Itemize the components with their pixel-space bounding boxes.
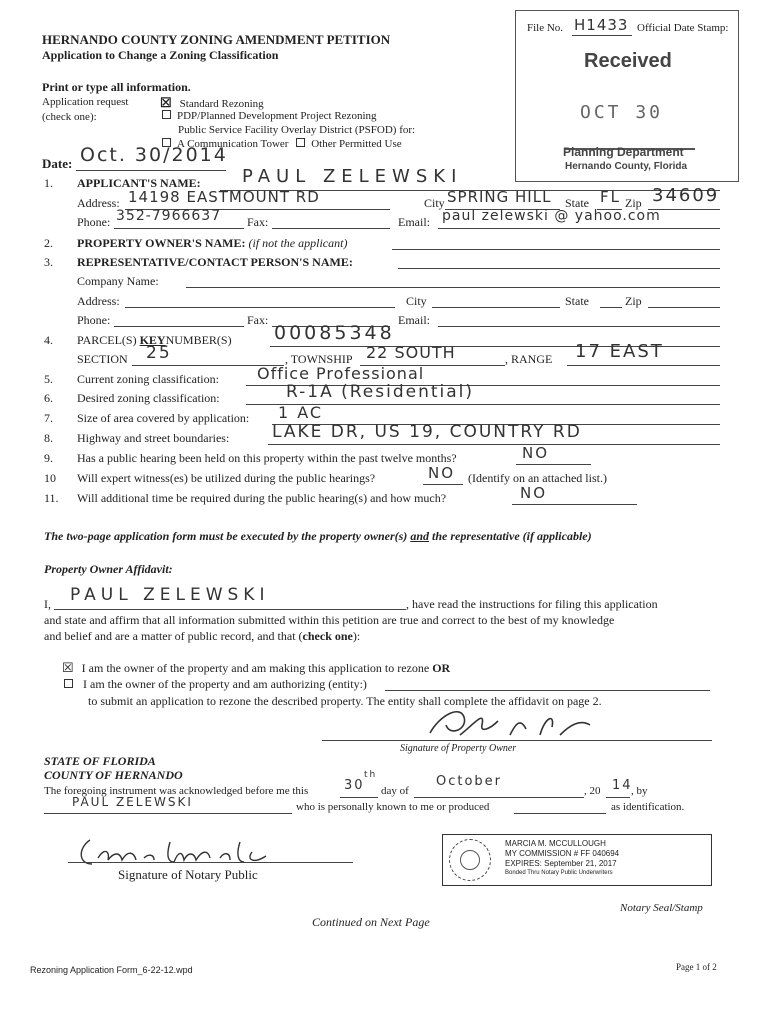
- item-number: 5.: [44, 372, 53, 386]
- checkbox-icon[interactable]: [162, 110, 171, 119]
- item-number: 9.: [44, 451, 53, 465]
- rep-zip-label: Zip: [625, 294, 642, 308]
- section-label: SECTION: [77, 352, 128, 366]
- affidavit-heading: Property Owner Affidavit:: [44, 562, 173, 576]
- seal-commission: MY COMMISSION # FF 040694: [505, 849, 620, 858]
- desired-zoning-label: Desired zoning classification:: [77, 391, 220, 405]
- option-tower-label: A Communication Tower: [177, 138, 289, 150]
- range-label: , RANGE: [505, 352, 553, 366]
- address-value[interactable]: 14198 EASTMOUNT RD: [128, 188, 320, 206]
- notary-ack-b: day of: [381, 785, 409, 797]
- notary-ack-d: , by: [631, 785, 648, 797]
- notary-county: COUNTY OF HERNANDO: [44, 768, 183, 782]
- notary-seal: [442, 834, 712, 886]
- checked-x-icon[interactable]: ☒: [160, 95, 172, 110]
- affidavit-line-3: and belief and are a matter of public record, and that (check one):: [44, 629, 361, 643]
- email-value[interactable]: paul zelewski @ yahoo.com: [442, 208, 661, 224]
- state-label: State: [565, 196, 589, 210]
- phone-value[interactable]: 352-7966637: [116, 208, 222, 224]
- applicant-name-value[interactable]: PAUL ZELEWSKI: [242, 166, 463, 187]
- seal-name: MARCIA M. MCCULLOUGH: [505, 839, 606, 848]
- representative-label: REPRESENTATIVE/CONTACT PERSON'S NAME:: [77, 255, 353, 269]
- item-number: 11.: [44, 491, 59, 505]
- parcel-key-value[interactable]: 00085348: [274, 322, 395, 344]
- notary-day-value[interactable]: 30: [344, 778, 365, 793]
- date-value[interactable]: Oct. 30/2014: [80, 144, 228, 166]
- street-boundaries-label: Highway and street boundaries:: [77, 431, 230, 445]
- rep-phone-label: Phone:: [77, 313, 111, 327]
- affidavit-option-cont: to submit an application to rezone the described property. The entity shall complete the affidavit on page 2.: [88, 694, 602, 708]
- applicant-name-label: APPLICANT'S NAME:: [77, 176, 201, 190]
- notary-by-value[interactable]: PAUL ZELEWSKI: [72, 795, 193, 809]
- option-pdp-label: PDP/Planned Development Project Rezoning: [177, 110, 377, 122]
- item-number: 6.: [44, 391, 53, 405]
- rep-city-label: City: [406, 294, 427, 308]
- checked-x-icon[interactable]: ☒: [62, 660, 74, 675]
- notary-day-sup: th: [364, 770, 378, 780]
- expert-witness-note: (Identify on an attached list.): [468, 471, 607, 485]
- public-hearing-value[interactable]: NO: [522, 444, 550, 462]
- township-value[interactable]: 22 SOUTH: [366, 343, 456, 362]
- affidavit-option-owner[interactable]: ☒ I am the owner of the property and am making this application to rezone OR: [62, 660, 451, 675]
- notary-known-b: as identification.: [611, 801, 685, 813]
- notary-known-a: who is personally known to me or produced: [296, 801, 490, 813]
- notary-state: STATE OF FLORIDA: [44, 754, 156, 768]
- property-owner-note: (if not the applicant): [248, 236, 348, 250]
- rep-address-label: Address:: [77, 294, 120, 308]
- form-subtitle: Application to Change a Zoning Classification: [42, 48, 279, 62]
- zip-label: Zip: [625, 196, 642, 210]
- owner-signature-label: Signature of Property Owner: [400, 743, 517, 754]
- notary-ack-a: The foregoing instrument was acknowledged before me this: [44, 785, 309, 797]
- area-size-label: Size of area covered by application:: [77, 411, 250, 425]
- notary-signature-label: Signature of Notary Public: [118, 867, 258, 882]
- address-label: Address:: [77, 196, 120, 210]
- seal-bond: Bonded Thru Notary Public Underwriters: [505, 870, 613, 876]
- app-request-label: Application request: [42, 96, 129, 108]
- owner-signature: [420, 695, 600, 745]
- city-label: City: [424, 196, 445, 210]
- florida-seal-inner: [460, 850, 480, 870]
- company-name-label: Company Name:: [77, 274, 159, 288]
- rep-fax-label: Fax:: [247, 313, 269, 327]
- affidavit-line-1: , have read the instructions for filing this application: [406, 597, 658, 611]
- phone-label: Phone:: [77, 215, 111, 229]
- item-number: 7.: [44, 411, 53, 425]
- current-zoning-value[interactable]: Office Professional: [257, 364, 425, 383]
- print-instruction: Print or type all information.: [42, 80, 191, 94]
- stamp-dept: Planning Department: [563, 145, 684, 159]
- notary-month-value[interactable]: October: [436, 774, 503, 789]
- stamp-county: Hernando County, Florida: [565, 161, 688, 172]
- continued-note: Continued on Next Page: [312, 915, 430, 929]
- notary-year-value[interactable]: 14: [612, 778, 633, 793]
- stamp-date: OCT 30: [580, 102, 664, 123]
- notary-seal-label: Notary Seal/Stamp: [620, 902, 703, 914]
- affidavit-line-2: and state and affirm that all information submitted within this petition are true and correct to the best of my knowledge: [44, 613, 615, 627]
- notary-ack-c: , 20: [584, 785, 601, 797]
- desired-zoning-value[interactable]: R-1A (Residential): [286, 382, 475, 402]
- item-number: 10: [44, 471, 56, 485]
- option-standard-rezoning[interactable]: [160, 95, 264, 111]
- parcel-key-label: PARCEL(S) KEYNUMBER(S): [77, 333, 232, 347]
- file-no-value[interactable]: H1433: [574, 16, 629, 34]
- checkbox-icon[interactable]: [296, 138, 305, 147]
- seal-expiry: EXPIRES: September 21, 2017: [505, 859, 617, 868]
- item-number: 1.: [44, 176, 53, 190]
- property-owner-row: [77, 236, 347, 251]
- area-size-value[interactable]: 1 AC: [278, 403, 324, 422]
- street-boundaries-value[interactable]: LAKE DR, US 19, COUNTRY RD: [272, 422, 582, 442]
- date-label: Date:: [42, 156, 73, 171]
- affidavit-owner-name[interactable]: PAUL ZELEWSKI: [70, 585, 270, 605]
- option-standard-label: Standard Rezoning: [179, 98, 264, 110]
- item-number: 4.: [44, 333, 53, 347]
- item-number: 8.: [44, 431, 53, 445]
- option-pdp-rezoning[interactable]: [162, 110, 377, 122]
- range-value[interactable]: 17 EAST: [575, 341, 664, 362]
- section-value[interactable]: 25: [146, 343, 172, 363]
- expert-witness-value[interactable]: NO: [428, 464, 456, 482]
- affidavit-option-authorizing[interactable]: I am the owner of the property and am authorizing (entity:): [64, 677, 367, 692]
- form-title: HERNANDO COUNTY ZONING AMENDMENT PETITION: [42, 32, 391, 47]
- rep-state-label: State: [565, 294, 589, 308]
- current-zoning-label: Current zoning classification:: [77, 372, 219, 386]
- file-no-label: File No.: [527, 22, 564, 34]
- expert-witness-label: Will expert witness(es) be utilized during the public hearings?: [77, 471, 376, 485]
- additional-time-label: Will additional time be required during the public hearing(s) and how much?: [77, 491, 447, 505]
- public-hearing-label: Has a public hearing been held on this property within the past twelve months?: [77, 451, 457, 465]
- app-request-note: (check one):: [42, 111, 97, 123]
- email-label: Email:: [398, 215, 430, 229]
- city-value[interactable]: SPRING HILL: [447, 188, 552, 206]
- checkbox-icon[interactable]: [64, 679, 73, 688]
- stamp-received: Received: [584, 50, 672, 72]
- page-number: Page 1 of 2: [676, 962, 717, 972]
- fax-label: Fax:: [247, 215, 269, 229]
- additional-time-value[interactable]: NO: [520, 484, 548, 502]
- rep-email-label: Email:: [398, 313, 430, 327]
- item-number: 2.: [44, 236, 53, 250]
- township-label: , TOWNSHIP: [285, 352, 353, 366]
- affidavit-i-label: I,: [44, 597, 51, 611]
- option-psfod-label: Public Service Facility Overlay District (PSFOD) for:: [178, 124, 416, 136]
- item-number: 3.: [44, 255, 53, 269]
- execution-notice: The two-page application form must be executed by the property owner(s) and the representative (if applicable): [44, 529, 592, 543]
- state-value[interactable]: FL: [600, 188, 621, 206]
- zip-value[interactable]: 34609: [652, 185, 720, 206]
- option-other-label: Other Permitted Use: [311, 138, 402, 150]
- form-file-name: Rezoning Application Form_6-22-12.wpd: [30, 965, 193, 975]
- stamp-label: Official Date Stamp:: [637, 22, 729, 34]
- property-owner-label: PROPERTY OWNER'S NAME:: [77, 236, 246, 250]
